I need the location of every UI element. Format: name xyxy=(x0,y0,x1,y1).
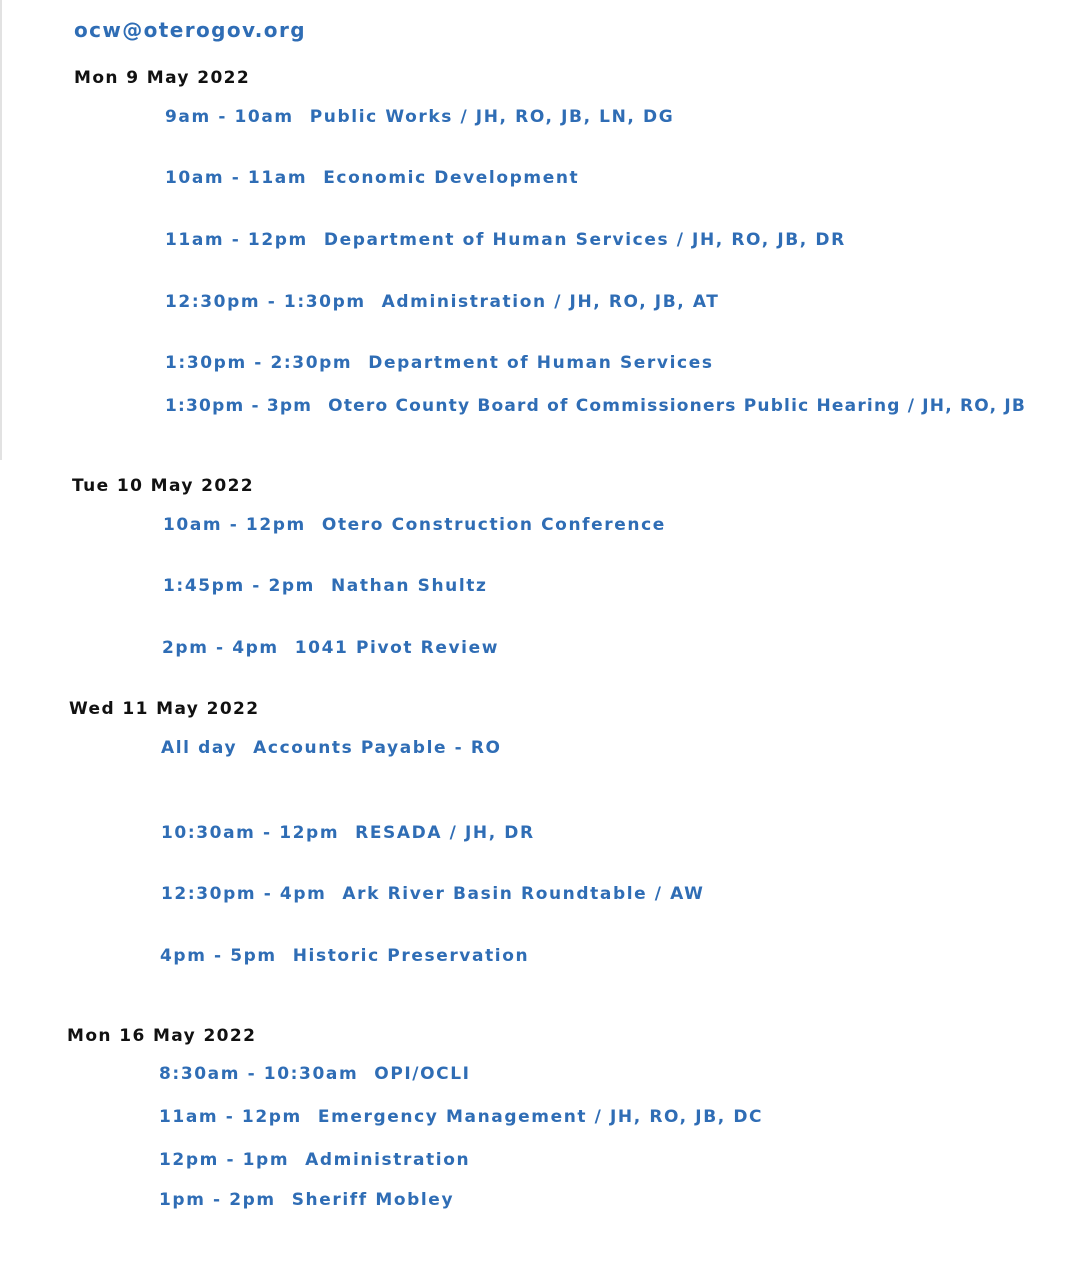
event-time: 12:30pm - 1:30pm xyxy=(165,292,366,312)
day-header-mon-16: Mon 16 May 2022 xyxy=(67,1026,257,1046)
event-row xyxy=(161,823,535,843)
event-time: 8:30am - 10:30am xyxy=(159,1064,359,1084)
event-row xyxy=(159,1107,763,1127)
event-title: Administration xyxy=(305,1150,471,1170)
event-title: OPI/OCLI xyxy=(374,1064,471,1084)
event-row xyxy=(159,1190,454,1210)
event-row xyxy=(165,230,846,250)
event-row xyxy=(165,292,720,312)
event-title: Otero County Board of Commissioners Public Hearing / JH, RO, JB xyxy=(328,396,1027,416)
event-title: Nathan Shultz xyxy=(330,576,488,596)
event-row xyxy=(159,1064,471,1084)
event-title: Sheriff Mobley xyxy=(291,1190,455,1210)
event-time: 12pm - 1pm xyxy=(159,1150,290,1170)
event-title: Ark River Basin Roundtable / AW xyxy=(342,884,705,904)
event-row xyxy=(162,638,499,658)
event-title: Administration / JH, RO, JB, AT xyxy=(381,292,720,312)
event-time: 11am - 12pm xyxy=(165,230,308,250)
event-time: 10am - 11am xyxy=(165,168,308,188)
event-title: Department of Human Services xyxy=(368,353,714,373)
event-title: Emergency Management / JH, RO, JB, DC xyxy=(317,1107,764,1127)
day-header-tue-10: Tue 10 May 2022 xyxy=(72,476,255,496)
event-title: 1041 Pivot Review xyxy=(294,638,500,658)
event-time: 1:30pm - 3pm xyxy=(165,396,313,416)
event-time: 10:30am - 12pm xyxy=(161,823,340,843)
event-title: Historic Preservation xyxy=(292,946,530,966)
event-row xyxy=(165,353,714,373)
event-time: All day xyxy=(161,738,238,758)
event-row xyxy=(163,576,488,596)
scan-edge xyxy=(0,0,2,460)
event-time: 1:45pm - 2pm xyxy=(163,576,315,596)
event-time: 1pm - 2pm xyxy=(159,1190,276,1210)
event-row xyxy=(159,1150,470,1170)
contact-email[interactable]: ocw@oterogov.org xyxy=(74,18,306,42)
event-time: 2pm - 4pm xyxy=(162,638,279,658)
event-row xyxy=(165,168,579,188)
day-header-wed-11: Wed 11 May 2022 xyxy=(69,699,260,719)
event-time: 1:30pm - 2:30pm xyxy=(165,353,353,373)
event-title: Accounts Payable - RO xyxy=(253,738,502,758)
event-title: Public Works / JH, RO, JB, LN, DG xyxy=(309,107,675,127)
event-row xyxy=(160,946,529,966)
event-time: 4pm - 5pm xyxy=(160,946,277,966)
event-row xyxy=(165,396,1026,416)
event-time: 11am - 12pm xyxy=(159,1107,302,1127)
day-header-mon-9: Mon 9 May 2022 xyxy=(74,68,251,88)
event-row xyxy=(163,515,666,535)
event-title: Department of Human Services / JH, RO, JB, DR xyxy=(323,230,846,250)
event-time: 12:30pm - 4pm xyxy=(161,884,327,904)
event-row xyxy=(161,884,704,904)
event-title: RESADA / JH, DR xyxy=(355,823,535,843)
event-row xyxy=(165,107,674,127)
event-time: 9am - 10am xyxy=(165,107,294,127)
event-row xyxy=(161,738,502,758)
event-title: Economic Development xyxy=(323,168,580,188)
event-title: Otero Construction Conference xyxy=(321,515,666,535)
event-time: 10am - 12pm xyxy=(163,515,306,535)
